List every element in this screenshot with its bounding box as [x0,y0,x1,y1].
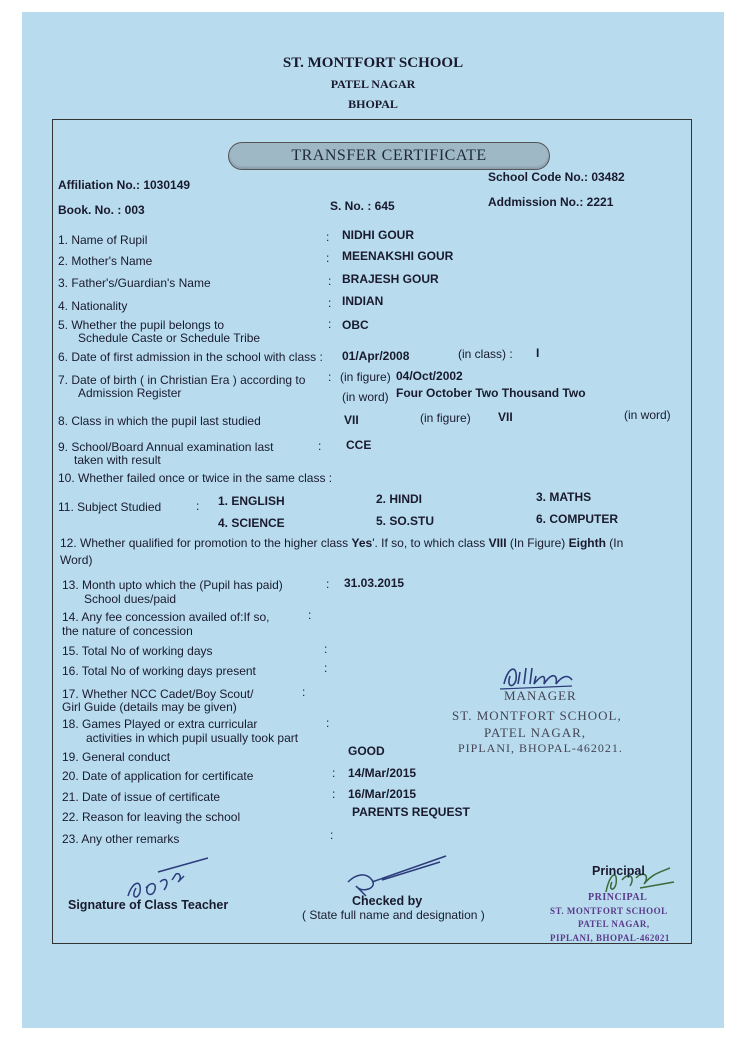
row-label-cont: Girl Guide (details may be given) [62,700,237,714]
row-label: 6. Date of first admission in the school with class : [58,350,323,364]
row-value: VII [344,413,359,427]
promotion-tail: '. If so, to which class [372,536,486,550]
row-label-cont: the nature of concession [62,624,193,638]
row-value: NIDHI GOUR [342,228,414,242]
promotion-line [60,536,623,550]
school-city: BHOPAL [348,97,398,111]
row-label: 15. Total No of working days [62,644,213,658]
promotion-word-open: (In [609,536,624,550]
school-code-no: School Code No.: 03482 [488,170,625,184]
class-teacher-signature [118,852,218,902]
row-label: 21. Date of issue of certificate [62,790,221,804]
subject-item: 2. HINDI [376,492,423,506]
admission-no: Addmission No.: 2221 [488,195,614,209]
row-label: 19. General conduct [62,750,171,764]
class-fig-value: VII [498,410,513,424]
row-label: 14. Any fee concession availed of:If so, [62,610,270,624]
row-label-cont: taken with result [74,453,161,467]
row-label: 17. Whether NCC Cadet/Boy Scout/ [62,687,254,701]
subject-item: 6. COMPUTER [536,512,619,526]
row-label: 16. Total No of working days present [62,664,256,678]
row-label: 12. Whether qualified for promotion to the higher class [60,536,349,550]
row-label: 10. Whether failed once or twice in the same class : [58,471,333,485]
row-value: GOOD [348,744,385,758]
row-value: MEENAKSHI GOUR [342,249,454,263]
dob-fig-value: 04/Oct/2002 [396,369,463,383]
title-banner [228,142,550,170]
principal-label: Principal [592,864,645,878]
school-locality: PATEL NAGAR [330,77,416,91]
book-no: Book. No. : 003 [58,203,145,217]
row-label: 18. Games Played or extra curricular [62,717,258,731]
row-value: 16/Mar/2015 [348,787,417,801]
manager-stamp-city: PIPLANI, BHOPAL-462021. [458,741,623,755]
row-label: 13. Month upto which the (Pupil has paid) [62,578,283,592]
row-label-cont: activities in which pupil usually took part [86,731,299,745]
manager-stamp-title: MANAGER [504,688,577,703]
row-value: BRAJESH GOUR [342,272,439,286]
checked-by-label: Checked by [352,894,423,908]
dob-fig-label: (in figure) [340,370,391,384]
row-value: PARENTS REQUEST [352,805,470,819]
row-label-cont: Schedule Caste or Schedule Tribe [78,331,261,345]
row-value: 31.03.2015 [344,576,405,590]
row-label: 2. Mother's Name [58,254,153,268]
dob-word-value: Four October Two Thousand Two [396,386,586,400]
class-fig-label: (in figure) [420,411,471,425]
row-label: 1. Name of Rupil [58,233,148,247]
subject-item: 4. SCIENCE [218,516,285,530]
certificate-sheet: ST. MONTFORT SCHOOL PATEL NAGAR BHOPAL TRANSFER CERTIFICATE Affiliation No.: 1030149 School Code No.: 03482 Book. No. : 003 S. No. : 645 Addmission No.: 2221 1. Name of Rupil : NIDHI GOUR 2. Mother's Name : MEENAKSHI GOUR 3. Father's/Guardian's Name : BRAJESH GOUR 4. Nationality : INDIAN 5. Whether the pupil belongs to Schedule Caste or Schedule Tribe : OBC 6. Date of first admission in the school with class : 01/Apr/2008 (in class) : I 7. Date of birth ( in Christian Era ) according to Admission Register : (in figure) 04/Oct/2002 (in word) Four October Two Thousand Two 8. Class in which the pupil last studied VII (in figure) VII (in word) 9. School/Board Annual examination last taken with result : CCE 10. Whether failed once or twice in the same class : 11. Subject Studied : 1. ENGLISH 2. HINDI 3. MATHS 4. SCIENCE 5. SO.STU 6. COMPUTER 12. Whether qualified for promotion to the higher class Yes'. If so, to which class VIII (In Figure) Eighth (In Word) 13. Month upto which the (Pupil has paid) School dues/paid : 31.03.2015 14. Any fee concession availed of:If so, the nature of concession : 15. Total No of working days : 16. Total No of working days present : 17. Whether NCC Cadet/Boy Scout/ Girl Guide (details may be given) : 18. Games Played or extra curricular activities in which pupil usually took part : 19. General conduct GOOD 20. Date of application for certificate : 14/Mar/2015 21. Date of issue of certificate : 16/Mar/2015 22. Reason for leaving the school PARENTS REQUEST 23. Any other remarks : MANAGER ST. MONTFORT SCHOOL, PATEL NAGAR, PIPLANI, BHOPAL-462021. Signature of Class Teacher Checked by ( State full name and designation ) Principal PRINCIPAL ST. MONTFORT SCHOOL PATEL NAGAR, PIPLANI, BHOPAL-462021 [22,12,724,1028]
subject-item: 3. MATHS [536,490,592,504]
row-extra-label: (in class) : [458,347,513,361]
promotion-yes: Yes [351,536,373,550]
school-name: ST. MONTFORT SCHOOL [282,55,464,71]
row-label: 9. School/Board Annual examination last [58,440,274,454]
row-label: 7. Date of birth ( in Christian Era ) according to [58,373,306,387]
row-label: 22. Reason for leaving the school [62,810,241,824]
promotion-word: Eighth [568,536,606,550]
manager-stamp-school: ST. MONTFORT SCHOOL, [452,708,622,723]
promotion-fig: (In Figure) [509,536,566,550]
row-value: OBC [342,318,369,332]
row-extra-value: I [536,346,540,360]
subject-item: 5. SO.STU [376,514,435,528]
row-label: 11. Subject Studied [58,500,162,514]
row-label-cont: Admission Register [78,386,182,400]
checked-by-note: ( State full name and designation ) [302,908,485,922]
row-label: 23. Any other remarks [62,832,180,846]
class-word-label: (in word) [624,408,671,422]
row-label: 20. Date of application for certificate [62,769,254,783]
principal-stamp-title: PRINCIPAL [588,892,648,903]
row-label-cont: School dues/paid [84,592,177,606]
row-label: 5. Whether the pupil belongs to [58,318,225,332]
principal-stamp-locality: PATEL NAGAR, [578,919,650,929]
row-value: CCE [346,438,372,452]
dob-word-label: (in word) [342,390,389,404]
principal-stamp-city: PIPLANI, BHOPAL-462021 [550,933,670,943]
row-label: 3. Father's/Guardian's Name [58,276,211,290]
row-value: INDIAN [342,294,384,308]
affiliation-no: Affiliation No.: 1030149 [58,178,191,192]
row-label: 4. Nationality [58,299,128,313]
subject-item: 1. ENGLISH [218,494,285,508]
row-value: 14/Mar/2015 [348,766,417,780]
principal-stamp-school: ST. MONTFORT SCHOOL [550,906,668,916]
manager-stamp-locality: PATEL NAGAR, [484,725,587,740]
class-teacher-label: Signature of Class Teacher [68,898,229,912]
promotion-word-close: Word) [60,553,93,567]
serial-no: S. No. : 645 [330,199,395,213]
certificate-title: TRANSFER CERTIFICATE [291,147,487,164]
row-label: 8. Class in which the pupil last studied [58,414,261,428]
row-value: 01/Apr/2008 [342,349,410,363]
promotion-class: VIII [488,536,507,550]
